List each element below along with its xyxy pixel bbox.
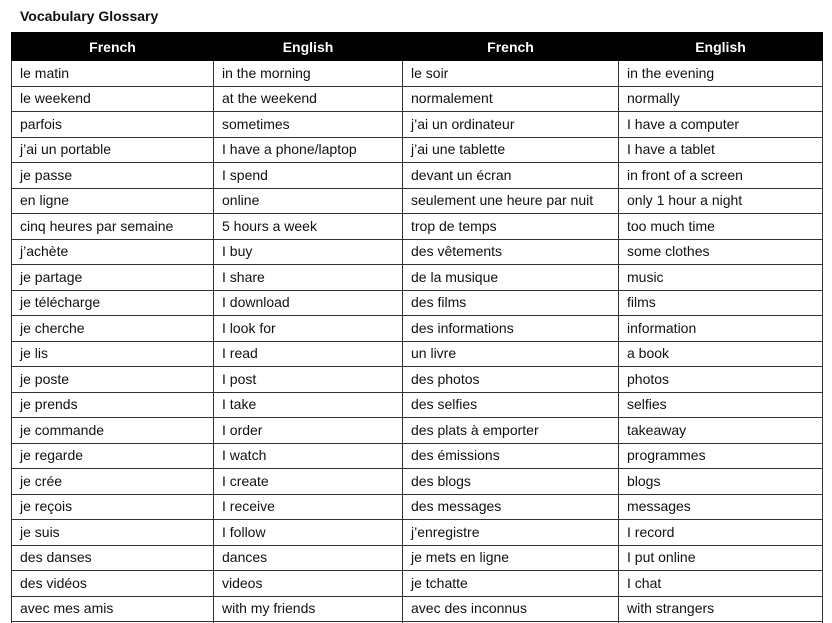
french-term-cell: des blogs bbox=[403, 469, 619, 495]
french-term-cell: normalement bbox=[403, 86, 619, 112]
english-term-cell: I chat bbox=[619, 571, 823, 597]
table-row bbox=[12, 112, 823, 138]
english-term-cell: films bbox=[619, 290, 823, 316]
english-term-cell: I receive bbox=[214, 494, 403, 520]
french-term-cell: je poste bbox=[12, 367, 214, 393]
french-term-cell: le weekend bbox=[12, 86, 214, 112]
french-term-cell: j’achète bbox=[12, 239, 214, 265]
french-term-cell: j’ai un portable bbox=[12, 137, 214, 163]
english-term-cell: I have a computer bbox=[619, 112, 823, 138]
document-title: Vocabulary Glossary bbox=[20, 8, 159, 24]
table-row bbox=[12, 520, 823, 546]
table-row bbox=[12, 137, 823, 163]
french-term-cell: seulement une heure par nuit bbox=[403, 188, 619, 214]
table-row bbox=[12, 61, 823, 87]
english-term-cell: normally bbox=[619, 86, 823, 112]
french-term-cell: je télécharge bbox=[12, 290, 214, 316]
english-term-cell: I look for bbox=[214, 316, 403, 342]
french-term-cell: avec mes amis bbox=[12, 596, 214, 622]
french-term-cell: je tchatte bbox=[403, 571, 619, 597]
french-term-cell: des vidéos bbox=[12, 571, 214, 597]
english-term-cell: some clothes bbox=[619, 239, 823, 265]
table-row bbox=[12, 596, 823, 622]
french-term-cell: je crée bbox=[12, 469, 214, 495]
english-term-cell: I download bbox=[214, 290, 403, 316]
english-term-cell: I have a tablet bbox=[619, 137, 823, 163]
french-term-cell: je regarde bbox=[12, 443, 214, 469]
french-term-cell: je lis bbox=[12, 341, 214, 367]
english-term-cell: online bbox=[214, 188, 403, 214]
english-term-cell: 5 hours a week bbox=[214, 214, 403, 240]
french-term-cell: des vêtements bbox=[403, 239, 619, 265]
table-row bbox=[12, 469, 823, 495]
french-term-cell: je cherche bbox=[12, 316, 214, 342]
table-row bbox=[12, 341, 823, 367]
french-term-cell: des informations bbox=[403, 316, 619, 342]
french-term-cell: le matin bbox=[12, 61, 214, 87]
french-term-cell: en ligne bbox=[12, 188, 214, 214]
french-term-cell: des films bbox=[403, 290, 619, 316]
english-term-cell: selfies bbox=[619, 392, 823, 418]
english-term-cell: a book bbox=[619, 341, 823, 367]
english-term-cell: music bbox=[619, 265, 823, 291]
french-term-cell: je commande bbox=[12, 418, 214, 444]
table-row bbox=[12, 316, 823, 342]
table-row bbox=[12, 392, 823, 418]
english-term-cell: I follow bbox=[214, 520, 403, 546]
header-english-2: English bbox=[619, 33, 823, 61]
table-row bbox=[12, 188, 823, 214]
french-term-cell: un livre bbox=[403, 341, 619, 367]
french-term-cell: cinq heures par semaine bbox=[12, 214, 214, 240]
table-row bbox=[12, 367, 823, 393]
french-term-cell: le soir bbox=[403, 61, 619, 87]
french-term-cell: je mets en ligne bbox=[403, 545, 619, 571]
table-row bbox=[12, 443, 823, 469]
english-term-cell: videos bbox=[214, 571, 403, 597]
table-row bbox=[12, 265, 823, 291]
english-term-cell: I have a phone/laptop bbox=[214, 137, 403, 163]
table-row bbox=[12, 418, 823, 444]
english-term-cell: only 1 hour a night bbox=[619, 188, 823, 214]
english-term-cell: I put online bbox=[619, 545, 823, 571]
english-term-cell: at the weekend bbox=[214, 86, 403, 112]
french-term-cell: avec des inconnus bbox=[403, 596, 619, 622]
french-term-cell: des photos bbox=[403, 367, 619, 393]
french-term-cell: des messages bbox=[403, 494, 619, 520]
english-term-cell: in front of a screen bbox=[619, 163, 823, 189]
table-row bbox=[12, 571, 823, 597]
english-term-cell: I post bbox=[214, 367, 403, 393]
english-term-cell: dances bbox=[214, 545, 403, 571]
header-french-2: French bbox=[403, 33, 619, 61]
english-term-cell: I take bbox=[214, 392, 403, 418]
header-french-1: French bbox=[12, 33, 214, 61]
french-term-cell: des émissions bbox=[403, 443, 619, 469]
french-term-cell: trop de temps bbox=[403, 214, 619, 240]
english-term-cell: I record bbox=[619, 520, 823, 546]
french-term-cell: je suis bbox=[12, 520, 214, 546]
english-term-cell: I watch bbox=[214, 443, 403, 469]
table-row bbox=[12, 214, 823, 240]
english-term-cell: with strangers bbox=[619, 596, 823, 622]
table-row bbox=[12, 163, 823, 189]
english-term-cell: information bbox=[619, 316, 823, 342]
english-term-cell: photos bbox=[619, 367, 823, 393]
french-term-cell: des danses bbox=[12, 545, 214, 571]
english-term-cell: sometimes bbox=[214, 112, 403, 138]
english-term-cell: I create bbox=[214, 469, 403, 495]
table-row bbox=[12, 86, 823, 112]
english-term-cell: I spend bbox=[214, 163, 403, 189]
table-header-row bbox=[12, 33, 823, 61]
french-term-cell: je reçois bbox=[12, 494, 214, 520]
english-term-cell: messages bbox=[619, 494, 823, 520]
vocabulary-table bbox=[11, 32, 823, 623]
french-term-cell: de la musique bbox=[403, 265, 619, 291]
french-term-cell: j’ai un ordinateur bbox=[403, 112, 619, 138]
french-term-cell: des selfies bbox=[403, 392, 619, 418]
english-term-cell: takeaway bbox=[619, 418, 823, 444]
table-row bbox=[12, 494, 823, 520]
english-term-cell: too much time bbox=[619, 214, 823, 240]
table-row bbox=[12, 545, 823, 571]
english-term-cell: I share bbox=[214, 265, 403, 291]
english-term-cell: blogs bbox=[619, 469, 823, 495]
french-term-cell: devant un écran bbox=[403, 163, 619, 189]
english-term-cell: I order bbox=[214, 418, 403, 444]
english-term-cell: I read bbox=[214, 341, 403, 367]
french-term-cell: j’enregistre bbox=[403, 520, 619, 546]
table-body bbox=[12, 61, 823, 623]
french-term-cell: des plats à emporter bbox=[403, 418, 619, 444]
french-term-cell: je passe bbox=[12, 163, 214, 189]
table-row bbox=[12, 290, 823, 316]
french-term-cell: je prends bbox=[12, 392, 214, 418]
french-term-cell: je partage bbox=[12, 265, 214, 291]
header-english-1: English bbox=[214, 33, 403, 61]
french-term-cell: j’ai une tablette bbox=[403, 137, 619, 163]
english-term-cell: in the evening bbox=[619, 61, 823, 87]
french-term-cell: parfois bbox=[12, 112, 214, 138]
english-term-cell: programmes bbox=[619, 443, 823, 469]
english-term-cell: I buy bbox=[214, 239, 403, 265]
english-term-cell: in the morning bbox=[214, 61, 403, 87]
english-term-cell: with my friends bbox=[214, 596, 403, 622]
table-row bbox=[12, 239, 823, 265]
